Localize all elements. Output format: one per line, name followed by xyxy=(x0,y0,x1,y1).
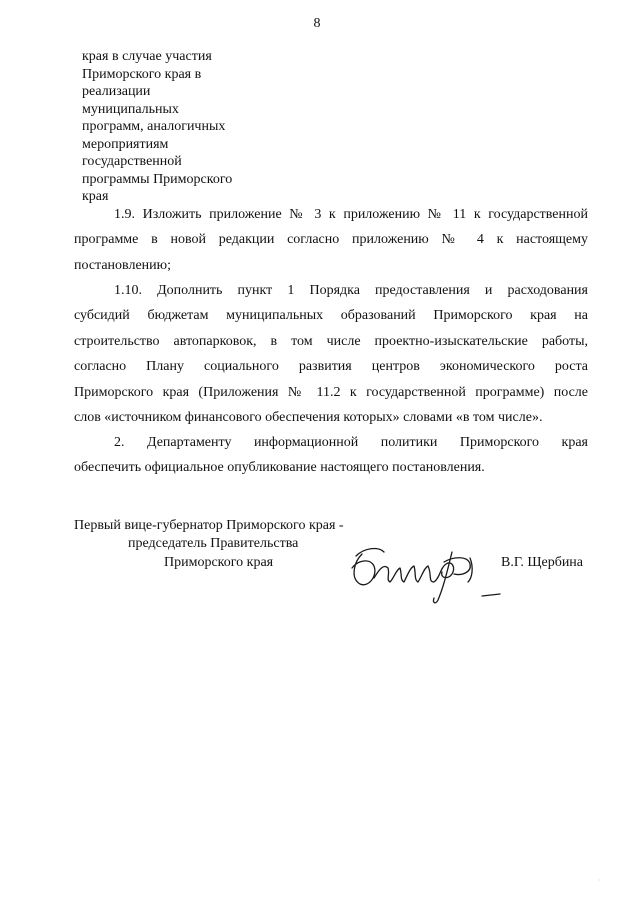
paragraph-line: обеспечить официальное опубликование настоящего постановления. xyxy=(74,460,485,476)
cell-line: края в случае участия xyxy=(82,49,212,64)
cell-line: края xyxy=(82,189,109,204)
cell-line: мероприятиям xyxy=(82,136,169,152)
cell-line: программы Приморского xyxy=(82,171,233,187)
cell-line: программ, аналогичных xyxy=(82,119,226,134)
cell-line: муниципальных xyxy=(82,101,179,117)
table-cell-text xyxy=(82,48,272,206)
paragraph-line: Приморского края (Приложения № 11.2 к государственной программе) после xyxy=(74,384,588,400)
signatory-title-line: Приморского края xyxy=(164,555,274,570)
paragraph-line: 1.9. Изложить приложение № 3 к приложению № 11 к государственной xyxy=(114,207,588,222)
cell-line: Приморского края в xyxy=(82,66,202,82)
paragraph-line: программе в новой редакции согласно приложению № 4 к настоящему xyxy=(74,232,588,248)
paragraph-line: субсидий бюджетам муниципальных образований Приморского края на xyxy=(74,308,588,324)
signature-block xyxy=(0,518,634,608)
page-number: 8 xyxy=(313,16,321,31)
paragraph-line: согласно Плану социального развития центров экономического роста xyxy=(74,359,588,375)
handwritten-signature xyxy=(344,538,504,608)
paragraph-2 xyxy=(74,430,588,481)
scan-mark: · xyxy=(598,876,601,885)
paragraph-line: строительство автопарковок, в том числе проектно-изыскательские работы, xyxy=(74,333,588,349)
paragraph-line: 2. Департаменту информационной политики Приморского края xyxy=(114,435,588,450)
paragraph-1-10 xyxy=(74,278,588,430)
cell-line: реализации xyxy=(82,84,151,99)
paragraph-line: 1.10. Дополнить пункт 1 Порядка предоставления и расходования xyxy=(114,283,588,298)
paragraph-line: постановлению; xyxy=(74,257,172,273)
signatory-title-line: председатель Правительства xyxy=(128,536,299,551)
cell-line: государственной xyxy=(82,154,182,169)
signatory-name: В.Г. Щербина xyxy=(501,555,584,570)
signatory-title-line: Первый вице-губернатор Приморского края - xyxy=(74,518,344,533)
paragraph-line: слов «источником финансового обеспечения которых» словами «в том числе». xyxy=(74,410,543,426)
paragraph-1-9 xyxy=(74,202,588,278)
